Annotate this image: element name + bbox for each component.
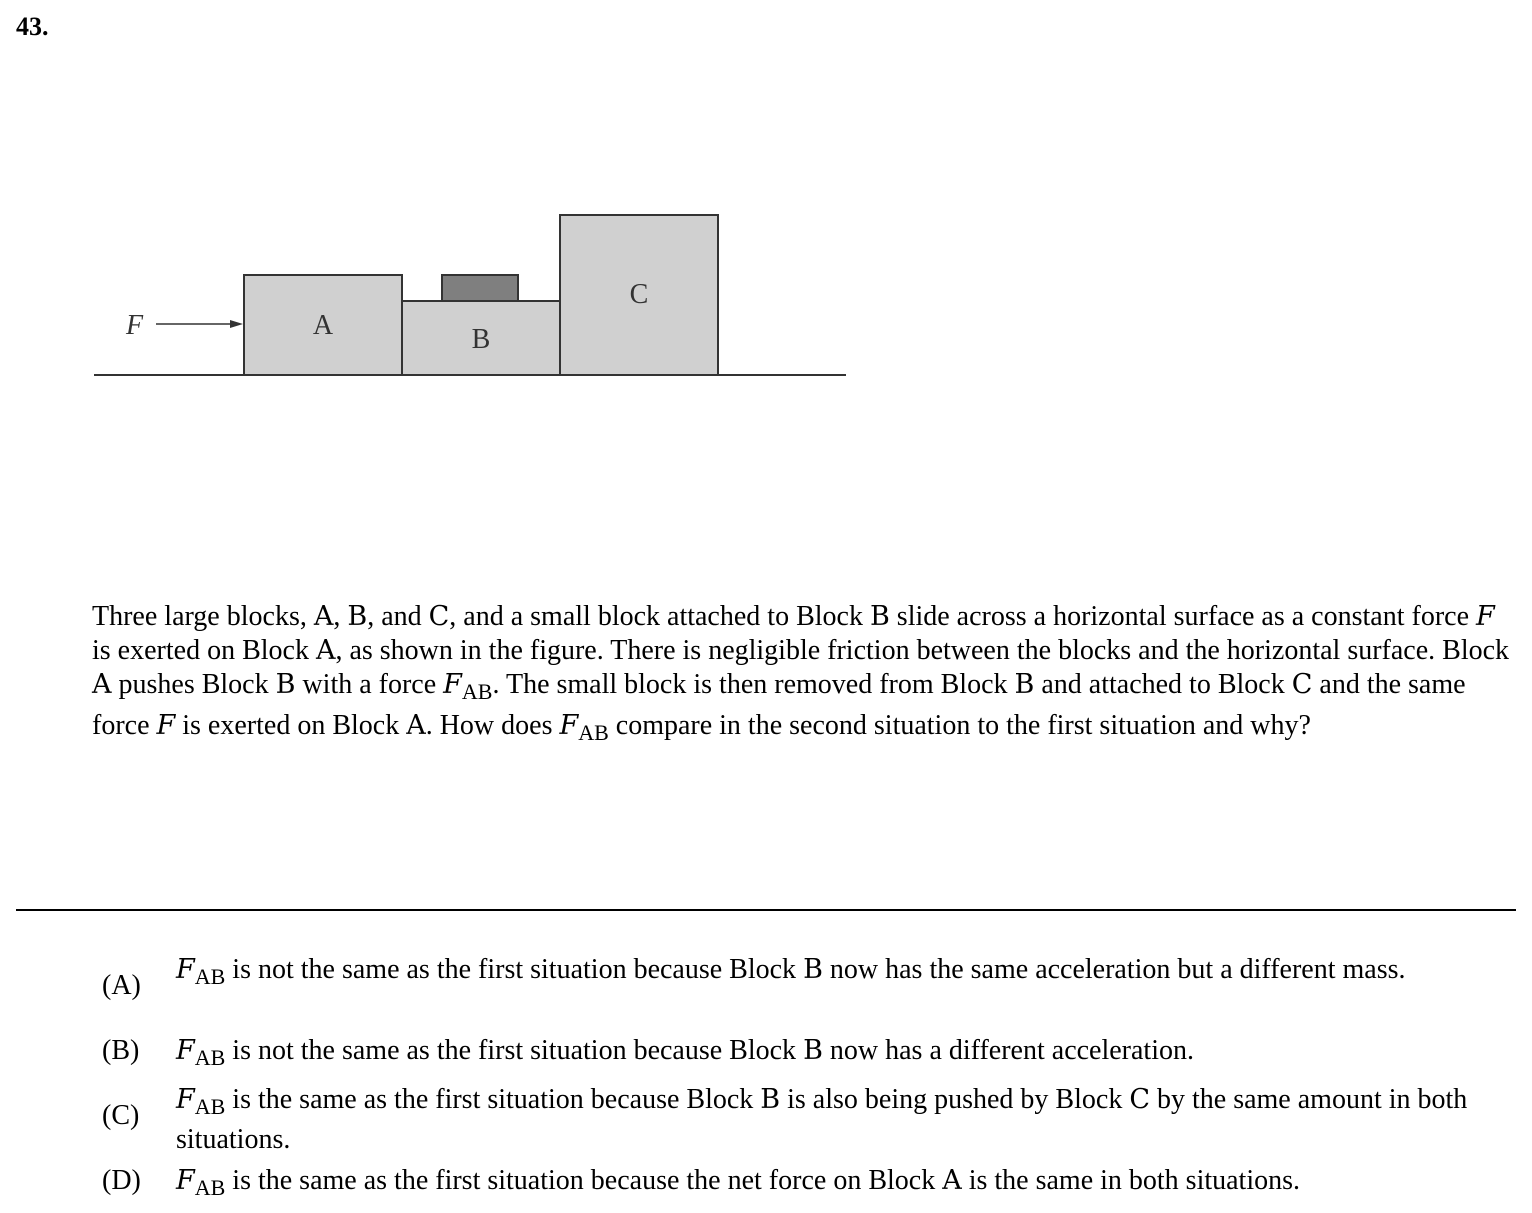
blocks-diagram bbox=[90, 205, 850, 385]
answer-choice-b[interactable] bbox=[102, 1034, 1512, 1074]
answer-choice-c[interactable] bbox=[102, 1083, 1512, 1153]
choice-letter: (D) bbox=[102, 1165, 141, 1196]
section-divider bbox=[16, 909, 1516, 911]
choice-text: $F_{AB}$ is the same as the first situation because Block B is also being pushed by Block C by the same amount in both situations. bbox=[176, 1084, 1468, 1155]
choice-text: $F_{AB}$ is the same as the first situation because the net force on Block A is the same in both situations. bbox=[176, 1165, 1301, 1200]
choice-text: $F_{AB}$ is not the same as the first situation because Block B now has a different acceleration. bbox=[176, 1035, 1194, 1070]
force-label: F bbox=[126, 310, 144, 341]
question-number: 43. bbox=[16, 12, 49, 41]
choice-letter: (A) bbox=[102, 970, 141, 1001]
answer-choice-d[interactable] bbox=[102, 1164, 1512, 1204]
force-arrow-head bbox=[230, 320, 243, 328]
choice-letter: (B) bbox=[102, 1035, 140, 1066]
blocks-figure bbox=[90, 205, 850, 385]
question-stem: Three large blocks, A, B, and C, and a small block attached to Block B slide across a horizontal surface as a constant force F is exerted on Block A, as shown in the figure. There is negligible friction between the blocks and the horizontal surface. Block A pushes Block B with a force $F_{AB}$. The small block is then removed from Block B and attached to Block C and the same force F is exerted on Block A. How does $F_{AB}$ compare in the second situation to the first situation and why? bbox=[92, 601, 1510, 745]
block-c-label: C bbox=[629, 279, 649, 310]
answer-choice-a[interactable] bbox=[102, 953, 1512, 1023]
block-b-label: B bbox=[471, 324, 491, 355]
choice-letter: (C) bbox=[102, 1100, 140, 1131]
small-block bbox=[442, 275, 518, 301]
choice-text: $F_{AB}$ is not the same as the first situation because Block B now has the same acceleration but a different mass. bbox=[176, 954, 1406, 989]
block-a-label: A bbox=[312, 310, 334, 341]
